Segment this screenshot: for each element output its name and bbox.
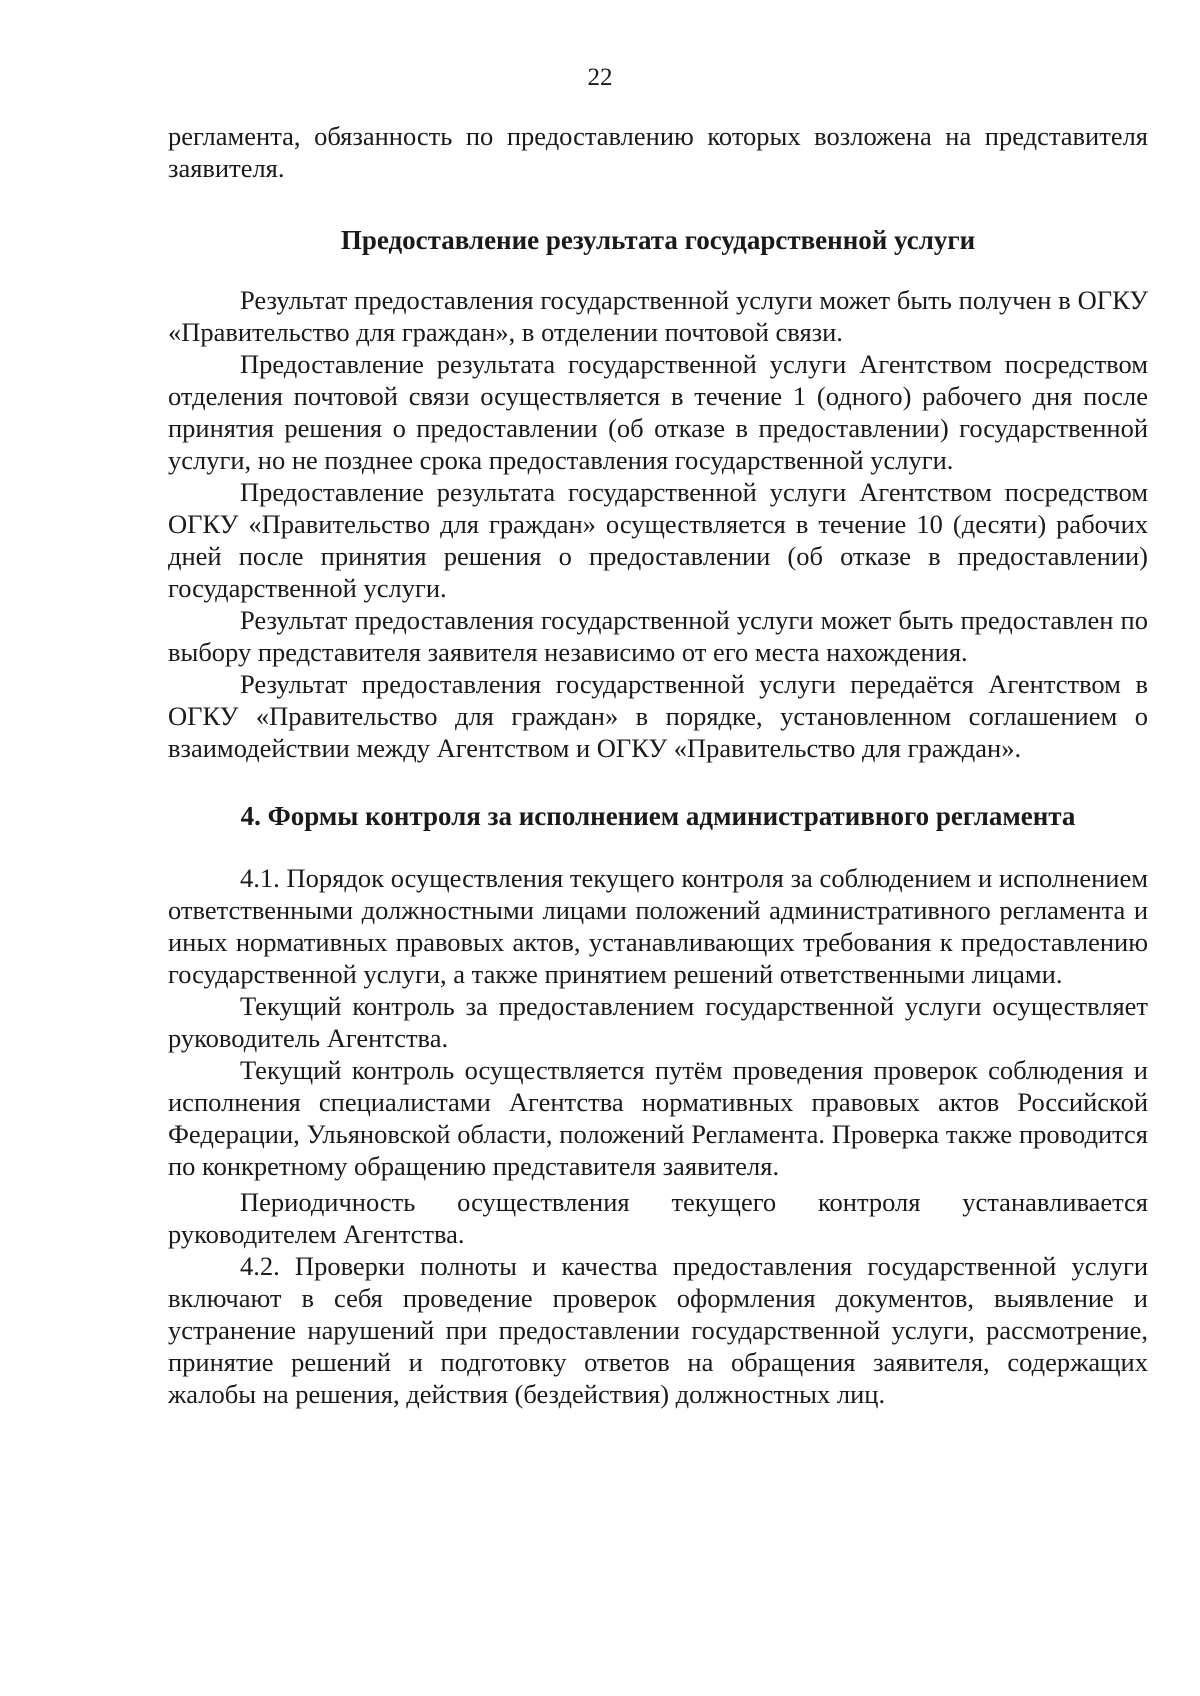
document-body [168, 120, 1148, 1410]
section-heading-result: Предоставление результата государственной услуги [340, 225, 976, 255]
section4-paragraph-4: Периодичность осуществления текущего контроля устанавливается руководителем Агентства. [168, 1187, 1148, 1249]
section4-paragraph-1: 4.1. Порядок осуществления текущего контроля за соблюдением и исполнением ответственными должностными лицами положений административного регламента и иных нормативных правовых актов, устанавливающих требования к предоставлению государственной услуги, а также принятием решений ответственными лицами. [168, 863, 1148, 989]
result-paragraph-3: Предоставление результата государственной услуги Агентством посредством ОГКУ «Правительство для граждан» осуществляется в течение 10 (десяти) рабочих дней после принятия решения о предоставлении (об отказе в предоставлении) государственной услуги. [168, 477, 1148, 603]
result-paragraph-5: Результат предоставления государственной услуги передаётся Агентством в ОГКУ «Правительство для граждан» в порядке, установленном соглашением о взаимодействии между Агентством и ОГКУ «Правительство для граждан». [168, 669, 1148, 763]
page-number: 22 [587, 64, 613, 91]
section4-paragraph-2: Текущий контроль за предоставлением государственной услуги осуществляет руководитель Агентства. [168, 991, 1148, 1053]
intro-paragraph: регламента, обязанность по предоставлению которых возложена на представителя заявителя. [168, 121, 1148, 183]
result-paragraph-2: Предоставление результата государственной услуги Агентством посредством отделения почтовой связи осуществляется в течение 1 (одного) рабочего дня после принятия решения о предоставлении (об отказе в предоставлении) государственной услуги, но не позднее срока предоставления государственной услуги. [168, 349, 1148, 475]
result-paragraph-4: Результат предоставления государственной услуги может быть предоставлен по выбору представителя заявителя независимо от его места нахождения. [168, 605, 1148, 667]
section4-paragraph-3: Текущий контроль осуществляется путём проведения проверок соблюдения и исполнения специалистами Агентства нормативных правовых актов Российской Федерации, Ульяновской области, положений Регламента. Проверка также проводится по конкретному обращению представителя заявителя. [168, 1055, 1148, 1181]
section-heading-4: 4. Формы контроля за исполнением административного регламента [240, 801, 1076, 831]
section4-paragraph-5: 4.2. Проверки полноты и качества предоставления государственной услуги включают в себя проведение проверок оформления документов, выявление и устранение нарушений при предоставлении государственной услуги, рассмотрение, принятие решений и подготовку ответов на обращения заявителя, содержащих жалобы на решения, действия (бездействия) должностных лиц. [168, 1251, 1148, 1409]
result-paragraph-1: Результат предоставления государственной услуги может быть получен в ОГКУ «Правительство для граждан», в отделении почтовой связи. [168, 285, 1148, 347]
